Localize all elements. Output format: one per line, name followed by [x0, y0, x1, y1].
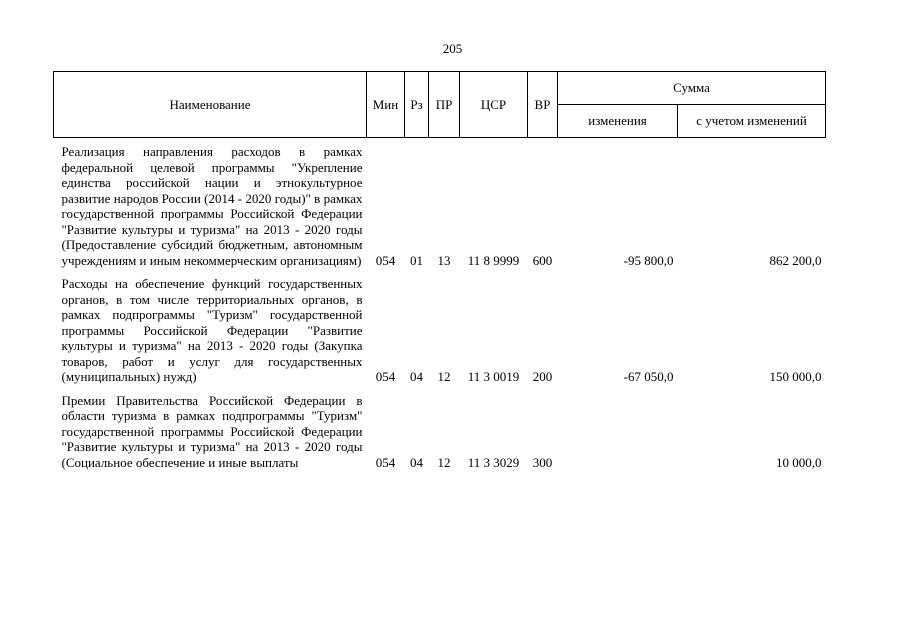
table-row — [54, 268, 826, 385]
row-name: Премии Правительства Российской Федерации в области туризма в рамках подпрограммы "Туризм" государственной программы Российской Федерации "Развитие культуры и туризма" на 2013 - 2020 годы (Социальное обеспечение и иные выплаты — [61, 392, 363, 470]
row-with-change: 10 000,0 — [776, 454, 822, 470]
row-with-change: 150 000,0 — [769, 369, 822, 384]
header-name: Наименование — [54, 72, 367, 138]
table-row — [54, 385, 826, 471]
row-with-change: 862 200,0 — [769, 252, 822, 268]
row-change: -67 050,0 — [623, 369, 674, 384]
row-pr: 12 — [437, 369, 451, 384]
header-vr: ВР — [528, 72, 558, 138]
row-name: Расходы на обеспечение функций государственных органов, в том числе территориальных органов, в рамках подпрограммы "Туризм" государственной программы Российской Федерации "Развитие культуры и туризма" на 2013 - 2020 годы (Закупка товаров, работ и услуг для государственных (муниципальных) нужд) — [61, 276, 363, 384]
row-rz: 04 — [410, 454, 423, 470]
header-min: Мин — [367, 72, 405, 138]
row-pr: 12 — [437, 454, 451, 470]
row-csr: 11 8 9999 — [467, 252, 520, 268]
header-pr: ПР — [429, 72, 460, 138]
row-change — [558, 385, 678, 471]
row-vr: 600 — [532, 252, 553, 268]
row-change: -95 800,0 — [623, 252, 674, 268]
row-rz: 04 — [410, 369, 423, 384]
row-vr: 200 — [532, 369, 553, 384]
budget-table — [53, 71, 826, 470]
row-csr: 11 3 0019 — [467, 369, 520, 384]
row-min: 054 — [375, 369, 396, 384]
header-change: изменения — [558, 105, 678, 138]
row-rz: 01 — [410, 252, 423, 268]
row-name: Реализация направления расходов в рамках федеральной целевой программы "Укрепление единства российской нации и этнокультурное развитие народов России (2014 - 2020 годы)" в рамках государственной программы Российской Федерации "Развитие культуры и туризма" на 2013 - 2020 годы (Предоставление субсидий бюджетным, автономным учреждениям и иным некоммерческим организациям) — [61, 144, 363, 268]
header-sum: Сумма — [558, 72, 826, 105]
header-with-change: с учетом изменений — [678, 105, 826, 138]
row-min: 054 — [375, 252, 396, 268]
row-vr: 300 — [532, 454, 553, 470]
row-csr: 11 3 3029 — [467, 454, 520, 470]
row-pr: 13 — [437, 252, 451, 268]
row-min: 054 — [375, 454, 396, 470]
page-number: 205 — [442, 41, 463, 56]
table-row — [54, 138, 826, 269]
header-rz: Рз — [405, 72, 429, 138]
header-csr: ЦСР — [460, 72, 528, 138]
